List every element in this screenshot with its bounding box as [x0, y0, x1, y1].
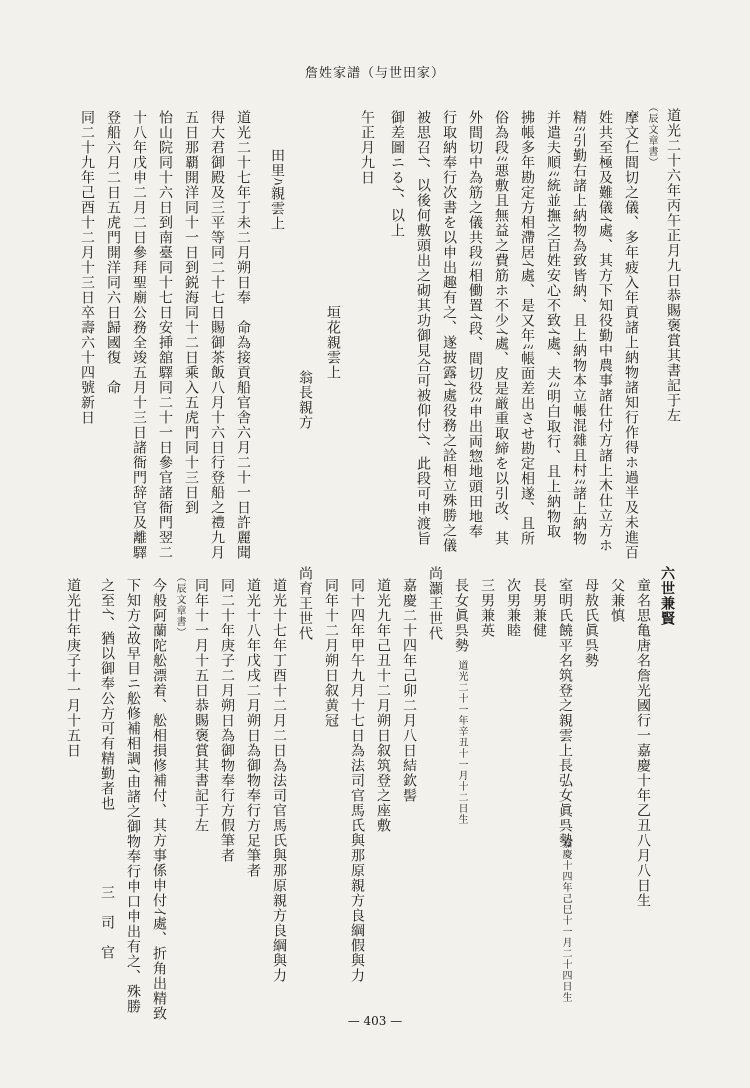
- text-line: 五日那覇開洋同十一日到鋭海同十二日乘入五虎門同十三日到: [183, 110, 199, 515]
- text-line: 今般阿蘭陀舩漂着、舩相損修補付、其方事係申付ｲ處、折角出精致: [151, 578, 167, 1021]
- text-line: （辰文章書）: [646, 102, 657, 168]
- birth-note: 嘉慶十四年己巳十一月二十四日生: [560, 838, 571, 1003]
- birth-note: 道光二十一年辛丑十一月十二日生: [456, 660, 467, 825]
- text-line: 室明氏饒平名筑登之親雲上長弘女眞呉勢: [557, 578, 573, 848]
- text-line: 之至ｲ、猶以御奉公方可有精勤者也: [99, 578, 115, 811]
- reign-heading: 尚灝王世代: [427, 566, 443, 641]
- text-line: 母敖氏眞呉勢: [583, 578, 599, 668]
- text-line: 得大君御殿及三平等同二十七日賜御茶飯八月十六日行登船之禮九月: [209, 110, 225, 560]
- text-line: 長女眞呉勢: [453, 578, 469, 653]
- text-line: 同十四年甲午九月十七日為法司官馬氏與那原親方良綱假與力: [349, 578, 365, 983]
- text-line: 姓共至極及難儀ｲ處、其方下知役勤中農事諸仕付方諸上木仕立方ホ: [597, 110, 613, 553]
- text-line: 道光二十七年丁未二月朔日奉 命為接貢船官舎六月二十一日許麗聞: [235, 110, 251, 560]
- text-line: 父兼慎: [609, 578, 625, 623]
- reign-heading: 尚育王世代: [297, 566, 313, 641]
- text-line: 嘉慶二十四年己卯二月八日結欽髻: [401, 578, 417, 803]
- text-line: 登船六月二日五虎門開洋同六日歸國復 命: [105, 110, 121, 395]
- text-line: 同二十九年己酉十二月十三日卒壽六十四號新日: [79, 110, 95, 425]
- signatory: 翁長親方: [297, 370, 313, 430]
- page-number: — 403 —: [347, 1014, 403, 1028]
- text-line: 精ﾐ引勤右諸上納物為致皆納、且上納物本立帳混雜且村ﾐ諸上納物: [571, 110, 587, 546]
- text-line: 被思召ｲ、以後何敷頭出之砌其功御見合可被仰付ｲ、此段可申渡旨: [415, 110, 431, 546]
- signatory: 田里ﾊ親雲上: [269, 148, 285, 231]
- text-line: 道光九年己丑十二月朔日叙筑登之座敷: [375, 578, 391, 833]
- text-line: 摩文仁間切之儀、多年疲入年貢諸上納物諸知行作得ホ過半及未進百: [623, 110, 639, 560]
- text-line: 怡山院同十六日到南臺同十七日安挿舘驛同二十一日參官諸衙門翌二: [157, 110, 173, 560]
- page-header: 詹姓家譜（与世田家）: [304, 66, 445, 81]
- text-line: （辰文章書）: [174, 572, 185, 638]
- text-line: 御差圖ニるｲ、以上: [389, 110, 405, 238]
- text-line: 同二十年庚子二月朔日為御物奉行方假筆者: [219, 578, 235, 863]
- signatory: 垣花親雲上: [325, 305, 341, 380]
- text-line: 同年十一月十五日恭賜褒賞其書記于左: [193, 578, 209, 833]
- text-line: 拂帳多年勘定方相滯居ｲ處、是又年ﾐ帳面差出させ勘定相遂、且所: [519, 110, 535, 546]
- text-line: 俗為段ﾐ悪敷且無益之費筋ホ不少ｲ處、皮是厳重取締を以引改、其: [493, 110, 509, 546]
- text-line: 下知方ｲ故早目ニ舩修補相調ｲ由諸之御物奉行申口申出有之、殊勝: [125, 578, 141, 1014]
- text-line: 三男兼英: [479, 578, 495, 638]
- text-line: 外間切中為筋之儀共段ﾐ相働置ｲ段、間切役ﾐ申出両惣地頭田地奉: [467, 110, 483, 539]
- text-line: 道光十八年戊戌二月朔日為御物奉行方足筆者: [245, 578, 261, 878]
- text-line: 十八年戊申二月二日參拜聖廟公務全竣五月十三日諸衙門辞官及離驛: [131, 110, 147, 560]
- text-line: 長男兼健: [531, 578, 547, 638]
- signatory: 三 司 官: [99, 885, 115, 960]
- date-line: 午正月九日: [359, 110, 375, 185]
- text-line: 同年十二月朔日叙黄冠: [323, 578, 339, 728]
- text-line: 次男兼睦: [505, 578, 521, 638]
- text-line: 道光十七年丁酉十二月二日為法司官馬氏與那原親方良綱與力: [271, 578, 287, 983]
- generation-heading: 六世兼賢: [659, 566, 675, 626]
- date-line: 道光廿年庚子十一月十五日: [65, 578, 81, 758]
- text-line: 童名思亀唐名詹光國行一嘉慶十年乙丑八月八日生: [635, 578, 651, 908]
- text-line: 并遣夫順ﾐ統並撫之百姓安心不致ｲ處、夫ﾐ明白取行、且上納物取: [545, 110, 561, 539]
- text-line: 行取納奉行次書を以申出趣有之、遂披露ｲ處役務之詮相立殊勝之儀: [441, 110, 457, 553]
- text-line: 道光二十六年丙午正月九日恭賜褒賞其書記于左: [665, 108, 681, 423]
